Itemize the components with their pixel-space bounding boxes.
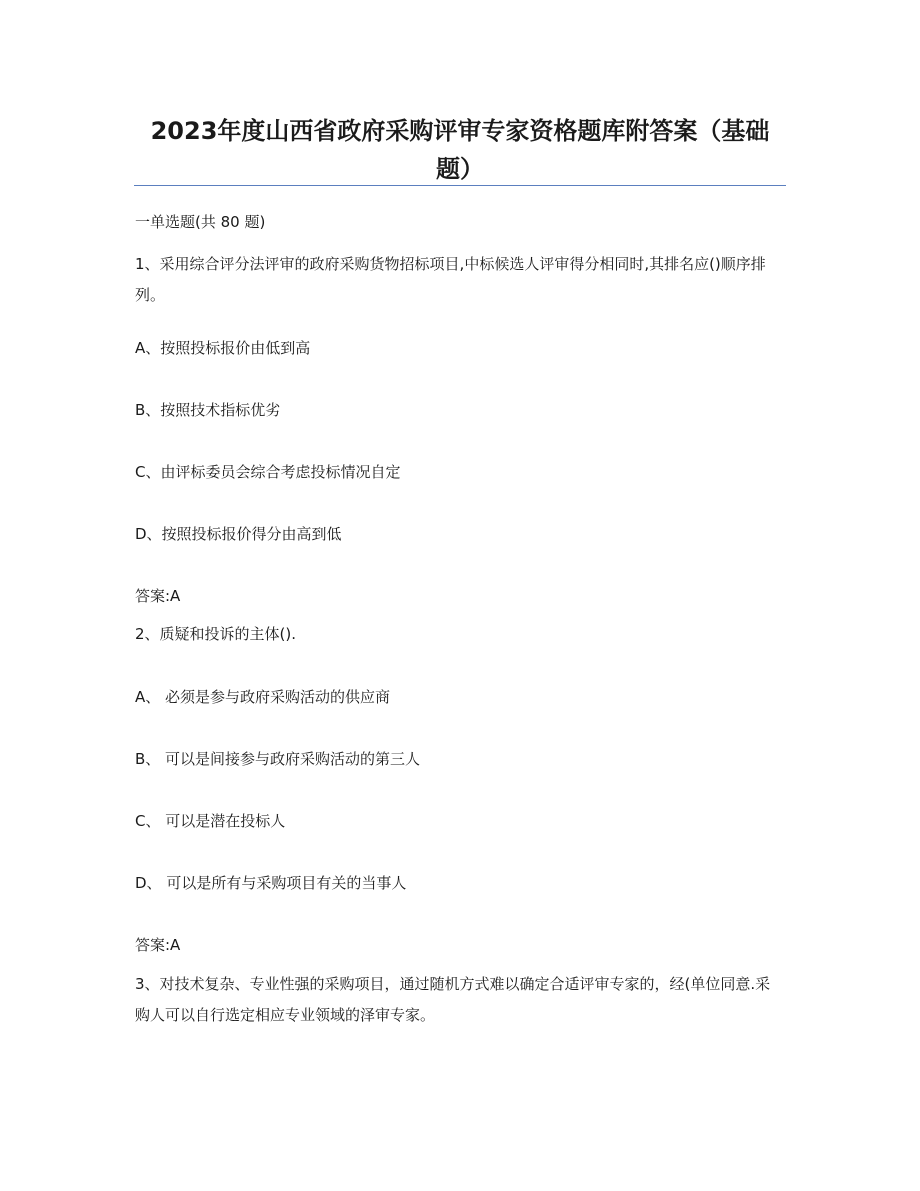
section-heading: 一单选题(共 80 题)	[135, 213, 266, 231]
question-2-option-a: A、 必须是参与政府采购活动的供应商	[135, 688, 391, 706]
question-2-option-b: B、 可以是间接参与政府采购活动的第三人	[135, 750, 421, 768]
question-1-option-c: C、由评标委员会综合考虑投标情况自定	[135, 463, 401, 481]
question-2-answer: 答案:A	[135, 936, 181, 954]
question-1-option-b: B、按照技术指标优劣	[135, 401, 281, 419]
question-1-stem: 1、采用综合评分法评审的政府采购货物招标项目,中标候选人评审得分相同时,其排名应()顺序排列。	[135, 255, 766, 304]
question-1-answer: 答案:A	[135, 587, 181, 605]
question-2-stem: 2、质疑和投诉的主体().	[135, 625, 297, 643]
question-2-option-c: C、 可以是潜在投标人	[135, 812, 286, 830]
question-3-stem: 3、对技术复杂、专业性强的采购项目，通过随机方式难以确定合适评审专家的，经(单位同意.采购人可以自行选定相应专业领域的泽审专家。	[135, 975, 771, 1024]
document-title: 2023年度山西省政府采购评审专家资格题库附答案（基础题）	[150, 117, 770, 183]
title-divider	[134, 185, 786, 186]
question-1-option-d: D、按照投标报价得分由高到低	[135, 525, 342, 543]
question-2-option-d: D、 可以是所有与采购项目有关的当事人	[135, 874, 407, 892]
question-1-option-a: A、按照投标报价由低到高	[135, 339, 311, 357]
